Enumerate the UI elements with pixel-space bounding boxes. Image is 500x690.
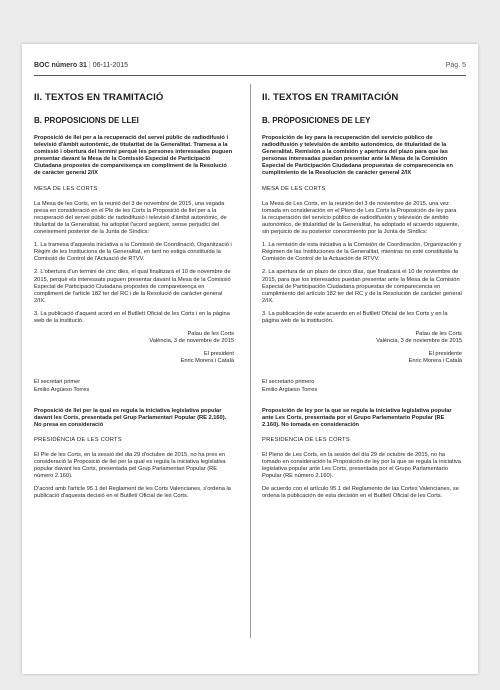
signing-place: Palau de les Corts	[187, 331, 234, 338]
paragraph: 1. La remisión de esta iniciativa a la Comisión de Coordinación, Organización y Régimen de las Instituciones de la Generalitat, mientras no esté constituida la Comisión de Control de la Actuación de RTVV.	[262, 242, 462, 263]
paragraph: El Ple de les Corts, en la sessió del dia 29 d'octubre de 2015, no ha pres en consideració la Proposició de llei per la qual es regula la iniciativa legislativa popular davant les Corts, presentada pel Grup Parlamentari Popular (RE número 2.160).	[34, 452, 226, 480]
column-spanish	[262, 92, 462, 507]
body-heading: PRESIDENCIA DE LES CORTS	[262, 436, 350, 443]
signing-date: València, 3 de novembre de 2015	[149, 338, 234, 345]
bill-title: Proposició de llei per a la recuperació del servei públic de radiodifusió i televisió d'àmbit autonòmic, de titularitat de la Generalitat. Tramesa a la comissió i obertura del termini perquè les persones interessades puguen presentar davant la Mesa de la Comissió Especial de Participació Ciutadana propostes de compareixença en compliment de la Resolució de caràcter general 2/IX	[34, 135, 233, 177]
bill-title: Proposición de ley para la recuperación del servicio público de radiodifusión y televisión de ámbito autonómico, de titularidad de la Generalitat. Remisión a la comisión y apertura del plazo para que las personas interesadas puedan presentar ante la Mesa de la Comisión Especial de Participación Ciudadana propuestas de comparecencia en cumplimiento de la Resolución de carácter general 2/IX	[262, 135, 453, 177]
president-role: El presidente	[428, 351, 462, 358]
paragraph: 1. La tramesa d'aquesta iniciativa a la Comissió de Coordinació, Organització i Règim de les Institucions de la Generalitat, en tant no estiga constituïda la Comissió de Control de l'Actuació de RTVV.	[34, 242, 232, 263]
body-heading: MESA DE LES CORTS	[262, 185, 326, 192]
secretary-name: Emilio Argüeso Torres	[34, 386, 90, 393]
president-name: Enric Morera i Català	[180, 358, 234, 365]
section-title: II. TEXTOS EN TRAMITACIÓ	[34, 92, 164, 103]
publication-date: 06-11-2015	[92, 62, 129, 69]
paragraph: 3. La publicació d'aquest acord en el Butlletí Oficial de les Corts i en la pàgina web de la institució.	[34, 310, 230, 324]
paragraph: La Mesa de Les Corts, en la reunión del 3 de noviembre de 2015, una vez tomada en consideración en el Pleno de Les Corts la Proposición de ley para la recuperación del servicio público de radiodifusión y televisión de ámbito autonómico, de titularidad de la Generalitat, ha adoptado el acuerdo siguiente, sin perjuicio de su posterior conocimiento por la Junta de Síndics:	[262, 200, 460, 236]
body-heading: MESA DE LES CORTS	[34, 185, 98, 192]
bill-title: Proposició de llei per la qual es regula la iniciativa legislativa popular davant les Corts, presentada pel Grup Parlamentari Popular (RE 2.160). No presa en consideració	[34, 407, 227, 428]
secretary-role: El secretari primer	[34, 379, 81, 386]
paragraph: 3. La publicación de este acuerdo en el Butlletí Oficial de les Corts y en la página web de la institución.	[262, 310, 448, 324]
header-separator: |	[88, 62, 91, 69]
page-number: Pàg. 5	[445, 62, 466, 69]
signing-place: Palau de les Corts	[415, 331, 462, 338]
page-header	[34, 62, 466, 69]
paragraph: La Mesa de les Corts, en la reunió del 3 de novembre de 2015, una vegada presa en consideració en el Ple de les Corts la Proposició de llei per a la recuperació del servei públic de radiodifusió i televisió d'àmbit autonòmic, de titularitat de la Generalitat, ha adoptat l'acord següent, sense perjudici del coneixement posterior de la Junta de Síndics:	[34, 200, 227, 236]
publication-name: BOC número 31	[34, 62, 87, 69]
paragraph: El Pleno de Les Corts, en la sesión del día 29 de octubre de 2015, no ha tomado en consideración la Proposición de ley por la que se regula la iniciativa legislativa popular ante Les Corts, presentada por el Grupo Parlamentario Popular (RE número 2.160).	[262, 452, 461, 480]
signing-date: València, 3 de noviembre de 2015	[376, 338, 462, 345]
paragraph: D'acord amb l'article 95.1 del Reglament de les Corts Valencianes, s'ordena la publicació d'aquesta decisió en el Butlletí Oficial de les Corts.	[34, 486, 231, 500]
paragraph: 2. La apertura de un plazo de cinco días, que finalizará el 10 de noviembre de 2015, para que los interesados puedan presentar ante la Mesa de la Comisión Especial de Participación Ciudadana propuestas de comparecencia en cumplimiento del artículo 182 ter del RC y de la Resolución de carácter general 2/IX.	[262, 269, 462, 304]
document-page	[22, 44, 478, 674]
paragraph: De acuerdo con el artículo 95.1 del Reglamento de las Cortes Valencianes, se ordena la publicación de esta decisión en el Butlletí Oficial de les Corts.	[262, 486, 459, 500]
bill-title: Proposición de ley por la que se regula la iniciativa legislativa popular ante Les Corts, presentada por el Grupo Parlamentario Popular (RE 2.160). No tomada en consideración	[262, 407, 452, 428]
column-divider	[250, 84, 251, 638]
secretary-role: El secretario primero	[262, 379, 315, 386]
paragraph: 2. L'obertura d'un termini de cinc dies, el qual finalitzarà el 10 de novembre de 2015, perquè els interessats puguen presentar davant la Mesa de la Comissió Especial de Participació Ciutadana propostes de compareixença en compliment de l'article 182 ter del RC i de la Resolució de caràcter general 2/IX.	[34, 269, 231, 304]
secretary-name: Emilio Argüeso Torres	[262, 386, 318, 393]
president-role: El president	[203, 351, 234, 358]
body-heading: PRESIDÈNCIA DE LES CORTS	[34, 436, 122, 443]
subsection-title: B. PROPOSICIONS DE LLEI	[34, 116, 139, 125]
president-name: Enric Morera i Català	[408, 358, 462, 365]
subsection-title: B. PROPOSICIONES DE LEY	[262, 116, 371, 125]
column-valencian	[34, 92, 234, 507]
section-title: II. TEXTOS EN TRAMITACIÓN	[262, 92, 399, 103]
header-rule	[34, 75, 466, 76]
